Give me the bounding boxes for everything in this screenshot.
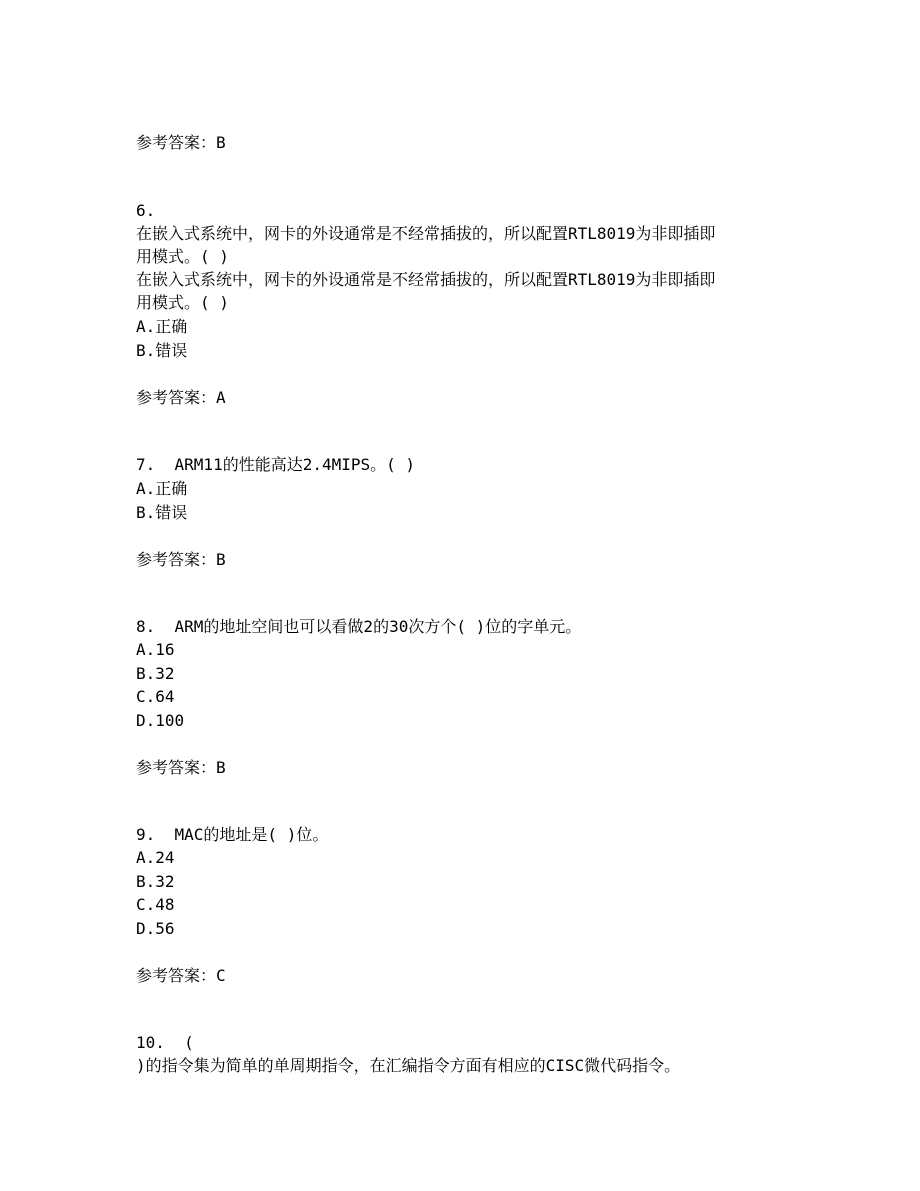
question-stem: 在嵌入式系统中，网卡的外设通常是不经常插拔的，所以配置RTL8019为非即插即	[136, 224, 716, 243]
question-stem: ARM的地址空间也可以看做2的30次方个( )位的字单元。	[174, 617, 582, 636]
question-number: 6.	[136, 201, 156, 220]
answer-label: 参考答案：	[136, 133, 217, 152]
option: A.24	[136, 848, 175, 867]
option: C.48	[136, 895, 175, 914]
answer-value: B	[216, 758, 226, 777]
option: D.100	[136, 711, 185, 730]
option: C.64	[136, 687, 175, 706]
question-stem: 用模式。( )	[136, 293, 229, 312]
option: A.16	[136, 640, 175, 659]
answer-line	[136, 550, 226, 570]
answer-label: 参考答案：	[136, 388, 217, 407]
question-line	[136, 455, 415, 475]
question-stem: 用模式。( )	[136, 247, 229, 266]
answer-line	[136, 388, 226, 408]
answer-label: 参考答案：	[136, 966, 217, 985]
question-number: 7.	[136, 455, 156, 474]
option: B.错误	[136, 341, 188, 360]
question-stem: ARM11的性能高达2.4MIPS。( )	[174, 455, 416, 474]
answer-line	[136, 133, 226, 153]
question-stem: )的指令集为简单的单周期指令，在汇编指令方面有相应的CISC微代码指令。	[136, 1056, 681, 1075]
question-number: 9.	[136, 825, 156, 844]
question-line	[136, 1033, 194, 1053]
answer-value: A	[216, 388, 226, 407]
question-number: 10.	[136, 1033, 165, 1052]
answer-line	[136, 966, 226, 986]
answer-value: B	[216, 133, 226, 152]
option: B.错误	[136, 503, 188, 522]
question-line	[136, 617, 581, 637]
option: D.56	[136, 919, 175, 938]
option: A.正确	[136, 479, 188, 498]
question-number: 8.	[136, 617, 156, 636]
question-stem: MAC的地址是( )位。	[174, 825, 329, 844]
option: B.32	[136, 664, 175, 683]
option: B.32	[136, 872, 175, 891]
answer-label: 参考答案：	[136, 550, 217, 569]
answer-label: 参考答案：	[136, 758, 217, 777]
question-stem: (	[184, 1033, 194, 1052]
answer-line	[136, 758, 226, 778]
answer-value: B	[216, 550, 226, 569]
question-stem: 在嵌入式系统中，网卡的外设通常是不经常插拔的，所以配置RTL8019为非即插即	[136, 270, 716, 289]
question-line	[136, 825, 328, 845]
answer-value: C	[216, 966, 226, 985]
option: A.正确	[136, 317, 188, 336]
